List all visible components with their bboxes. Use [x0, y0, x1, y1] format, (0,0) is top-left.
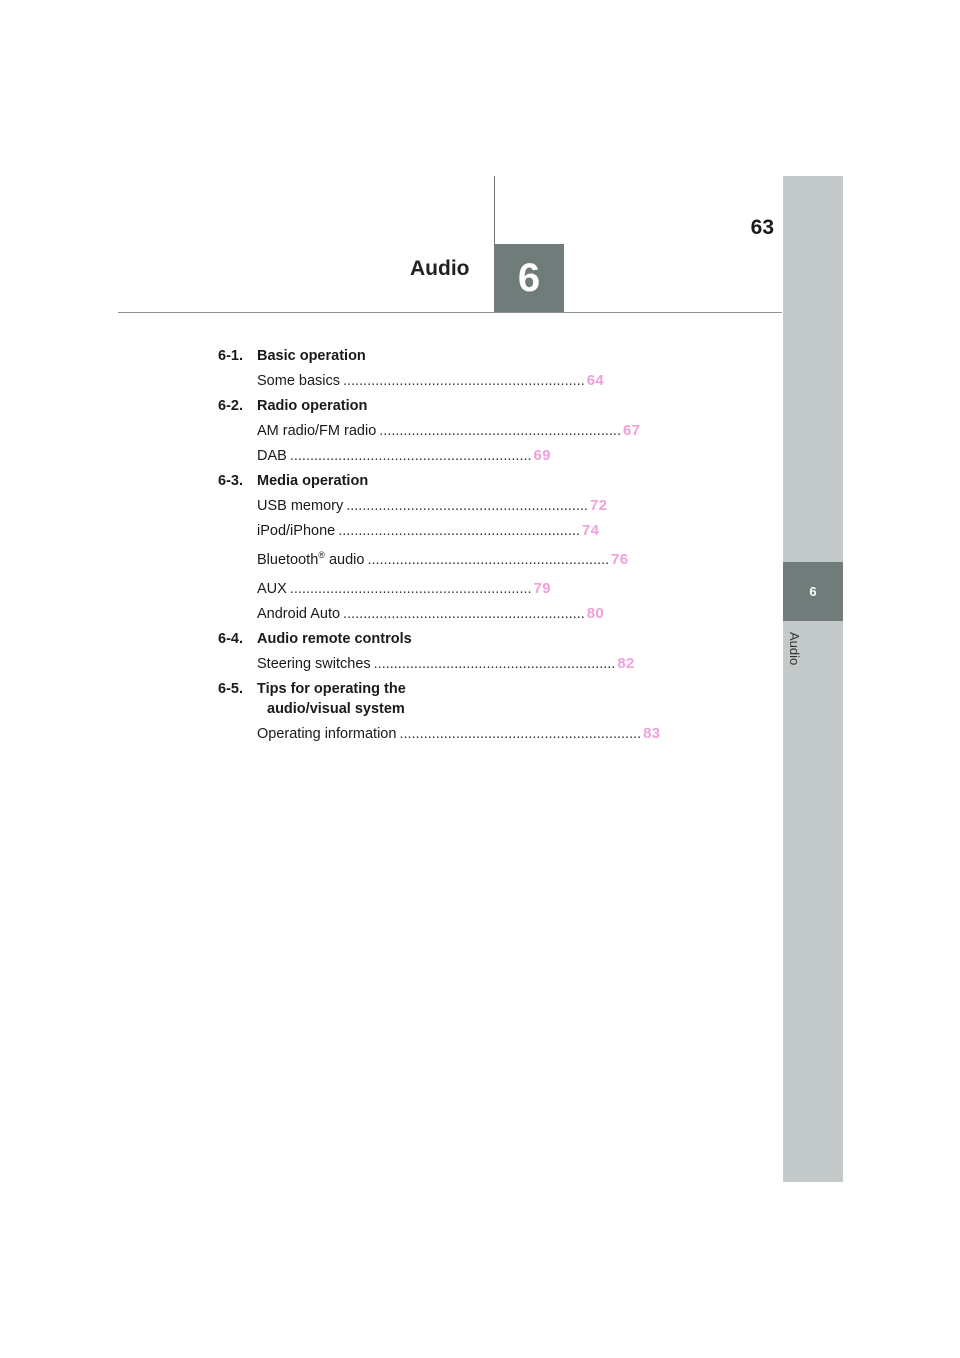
entry-label-text: Bluetooth [257, 552, 319, 568]
header-horizontal-rule [118, 312, 782, 313]
page-link[interactable]: 79 [533, 580, 551, 597]
dot-leader: ............................................................ [399, 726, 642, 742]
registered-mark: ® [318, 550, 325, 561]
section-number: 6-5. [218, 681, 243, 697]
section-number: 6-4. [218, 631, 243, 647]
entry-label: Steering switches [257, 656, 371, 672]
side-tab-label-wrap[interactable] [786, 632, 806, 672]
section-title-line2: audio/visual system [267, 701, 405, 717]
toc-entry[interactable] [218, 604, 605, 629]
dot-leader: ............................................................ [343, 606, 585, 622]
page-link[interactable]: 64 [586, 372, 605, 389]
side-tab-label: Audio [787, 632, 802, 666]
page-link[interactable]: 80 [586, 605, 605, 622]
dot-leader: ............................................................ [367, 552, 610, 568]
section-number: 6-2. [218, 398, 243, 414]
section-title [257, 679, 457, 719]
section-title: Radio operation [257, 398, 368, 414]
entry-label: AM radio/FM radio [257, 423, 377, 439]
section-number: 6-1. [218, 348, 243, 364]
table-of-contents [218, 346, 661, 749]
toc-entry[interactable] [218, 724, 661, 749]
side-tab-number[interactable]: 6 [783, 562, 843, 621]
section-title: Media operation [257, 473, 369, 489]
toc-section[interactable] [218, 396, 468, 421]
entry-label: Operating information [257, 726, 397, 742]
toc-entry[interactable] [218, 546, 629, 579]
toc-section[interactable] [218, 679, 468, 724]
toc-section[interactable] [218, 346, 468, 371]
section-title: Audio remote controls [257, 631, 412, 647]
section-number: 6-3. [218, 473, 243, 489]
toc-entry[interactable] [218, 654, 635, 679]
section-title-line1: Tips for operating the [257, 681, 406, 697]
page-link[interactable]: 72 [589, 497, 608, 514]
header-vertical-rule [494, 176, 495, 245]
dot-leader: ............................................................ [379, 423, 621, 439]
dot-leader: ............................................................ [346, 498, 588, 514]
entry-label [257, 550, 364, 579]
side-tab [783, 176, 843, 1182]
page-link[interactable]: 82 [617, 655, 635, 672]
chapter-number-box: 6 [494, 244, 564, 313]
page-link[interactable]: 67 [622, 422, 641, 439]
page-link[interactable]: 83 [643, 725, 661, 742]
toc-section[interactable] [218, 629, 468, 654]
entry-label: iPod/iPhone [257, 523, 336, 539]
entry-label: USB memory [257, 498, 344, 514]
entry-label: Some basics [257, 373, 341, 389]
dot-leader: ............................................................ [338, 523, 580, 539]
dot-leader: ............................................................ [373, 656, 616, 672]
entry-label: DAB [257, 448, 287, 464]
chapter-title: Audio [410, 257, 470, 280]
toc-entry[interactable] [218, 421, 641, 446]
entry-label: AUX [257, 581, 287, 597]
entry-label: Android Auto [257, 606, 341, 622]
page-number: 63 [750, 216, 774, 239]
dot-leader: ............................................................ [289, 581, 532, 597]
page-link[interactable]: 74 [581, 522, 600, 539]
page-link[interactable]: 76 [611, 551, 629, 568]
toc-entry[interactable] [218, 521, 600, 546]
dot-leader: ............................................................ [289, 448, 532, 464]
dot-leader: ............................................................ [343, 373, 585, 389]
page-link[interactable]: 69 [533, 447, 551, 464]
toc-entry[interactable] [218, 371, 605, 396]
toc-entry[interactable] [218, 446, 551, 471]
entry-label-suffix: audio [324, 552, 365, 568]
toc-entry[interactable] [218, 496, 608, 521]
toc-section[interactable] [218, 471, 468, 496]
section-title: Basic operation [257, 348, 366, 364]
toc-entry[interactable] [218, 579, 551, 604]
